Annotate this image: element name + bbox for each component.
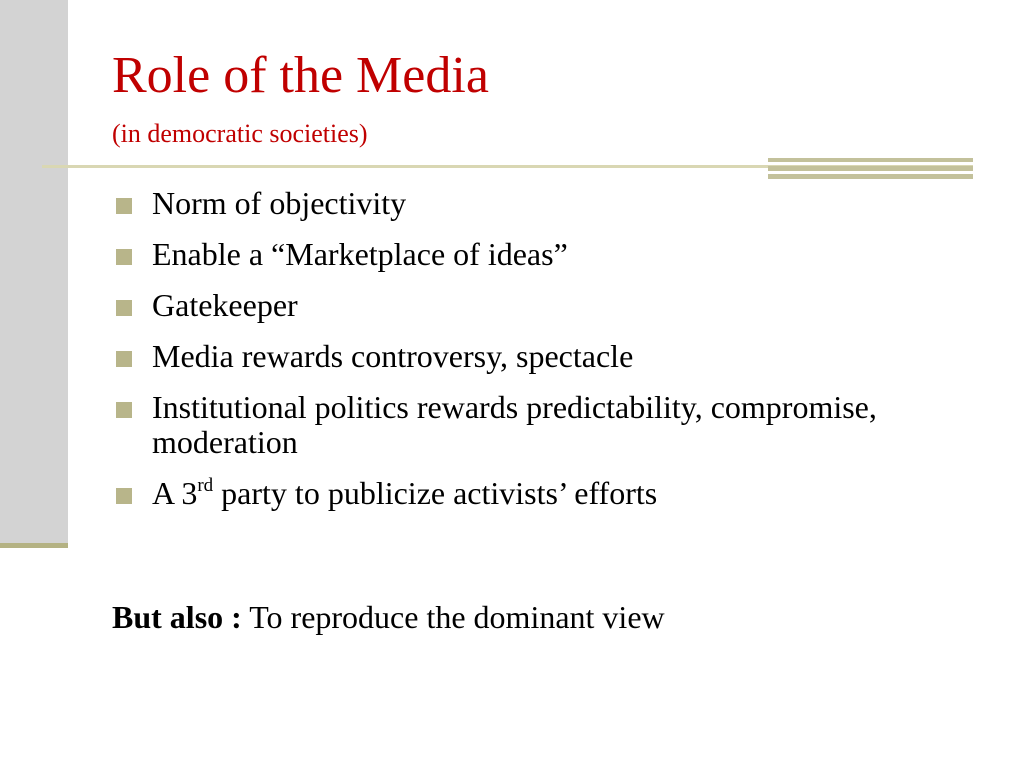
bullet-item: [112, 288, 992, 323]
ordinal-superscript: rd: [197, 475, 214, 496]
square-bullet-icon: [116, 300, 132, 316]
square-bullet-icon: [116, 488, 132, 504]
closing-statement: [112, 597, 665, 637]
bullet-item: [112, 476, 992, 511]
slide-subtitle: (in democratic societies): [112, 119, 368, 148]
square-bullet-icon: [116, 402, 132, 418]
left-band-accent-line: [0, 543, 68, 548]
bullet-text: Enable a “Marketplace of ideas”: [152, 236, 568, 272]
bullet-item: [112, 339, 992, 374]
bullet-item: [112, 237, 992, 272]
title-divider-accent: [768, 158, 973, 179]
bullet-text: Norm of objectivity: [152, 185, 407, 221]
bullet-text: Institutional politics rewards predictability, compromise, moderation: [152, 389, 877, 460]
square-bullet-icon: [116, 198, 132, 214]
bullet-text-suffix: party to publicize activists’ efforts: [213, 475, 658, 511]
bullet-item: [112, 390, 992, 460]
closing-label: But also :: [112, 599, 242, 635]
square-bullet-icon: [116, 351, 132, 367]
slide-title: Role of the Media: [112, 47, 489, 104]
bullet-list: [112, 186, 992, 527]
closing-text: To reproduce the dominant view: [241, 599, 665, 635]
bullet-text-prefix: A 3: [152, 475, 198, 511]
left-decorative-band: [0, 0, 68, 543]
bullet-text: Media rewards controversy, spectacle: [152, 338, 634, 374]
bullet-item: [112, 186, 992, 221]
bullet-text: Gatekeeper: [152, 287, 298, 323]
square-bullet-icon: [116, 249, 132, 265]
